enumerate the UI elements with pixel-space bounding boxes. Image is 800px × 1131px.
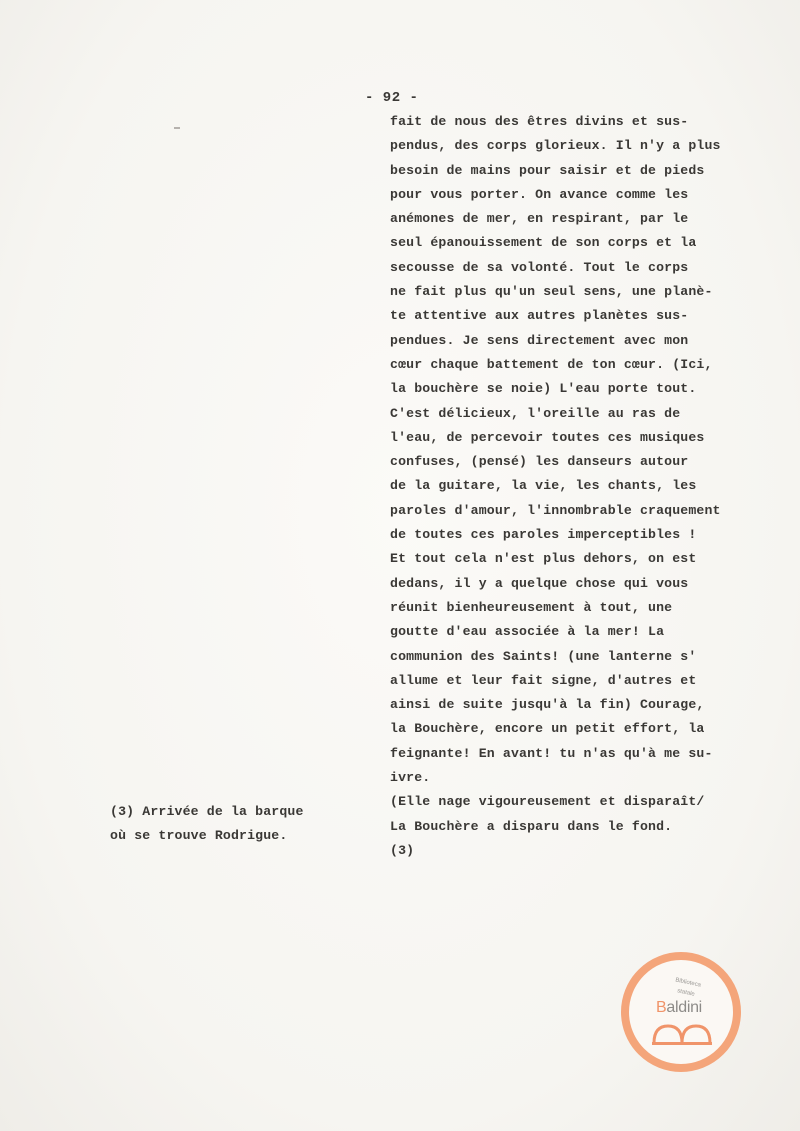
text-line: besoin de mains pour saisir et de pieds xyxy=(390,162,705,178)
footnote-line: (3) Arrivée de la barque xyxy=(110,804,304,819)
text-line: te attentive aux autres planètes sus- xyxy=(390,308,689,324)
text-line: seul épanouissement de son corps et la xyxy=(390,235,697,251)
text-line: allume et leur fait signe, d'autres et xyxy=(390,672,697,688)
logo-initial: B xyxy=(656,999,667,1016)
logo-name-rest: aldini xyxy=(666,999,702,1016)
text-line: La Bouchère a disparu dans le fond. xyxy=(390,818,673,834)
text-line: la bouchère se noie) L'eau porte tout. xyxy=(390,381,697,397)
text-line: Et tout cela n'est plus dehors, on est xyxy=(390,551,697,567)
footnote xyxy=(110,800,370,849)
logo-subtitle: Biblioteca xyxy=(674,977,702,989)
text-line: feignante! En avant! tu n'as qu'à me su- xyxy=(390,745,713,761)
text-line: pour vous porter. On avance comme les xyxy=(390,186,689,202)
text-line: (Elle nage vigoureusement et disparaît/ xyxy=(390,794,705,810)
text-line: communion des Saints! (une lanterne s' xyxy=(390,648,697,664)
text-line: pendues. Je sens directement avec mon xyxy=(390,332,689,348)
logo-name xyxy=(656,999,702,1017)
text-line: anémones de mer, en respirant, par le xyxy=(390,211,689,227)
footnote-marker: (3) xyxy=(390,842,415,858)
text-line: secousse de sa volonté. Tout le corps xyxy=(390,259,689,275)
open-book-icon xyxy=(651,1022,713,1046)
text-line: goutte d'eau associée à la mer! La xyxy=(390,624,665,640)
text-line: la Bouchère, encore un petit effort, la xyxy=(390,721,705,737)
text-line: ivre. xyxy=(390,770,431,786)
text-line: fait de nous des êtres divins et sus- xyxy=(390,114,689,129)
text-line: C'est délicieux, l'oreille au ras de xyxy=(390,405,681,421)
page-number: - 92 - xyxy=(365,90,419,106)
text-line: confuses, (pensé) les danseurs autour xyxy=(390,454,689,470)
text-line: paroles d'amour, l'innombrable craquement xyxy=(390,502,721,518)
text-line: réunit bienheureusement à tout, une xyxy=(390,599,673,615)
logo-subtitle: statale xyxy=(676,988,696,998)
text-line: l'eau, de percevoir toutes ces musiques xyxy=(390,429,705,445)
text-line: de toutes ces paroles imperceptibles ! xyxy=(390,527,697,543)
footnote-line: où se trouve Rodrigue. xyxy=(110,828,288,844)
text-line: ne fait plus qu'un seul sens, une planè- xyxy=(390,284,713,300)
stray-ink-mark xyxy=(174,127,180,129)
main-text-block xyxy=(390,110,790,863)
text-line: cœur chaque battement de ton cœur. (Ici, xyxy=(390,356,713,372)
text-line: de la guitare, la vie, les chants, les xyxy=(390,478,697,494)
text-line: ainsi de suite jusqu'à la fin) Courage, xyxy=(390,697,705,713)
library-logo xyxy=(621,952,741,1072)
text-line: pendus, des corps glorieux. Il n'y a plus xyxy=(390,138,721,154)
text-line: dedans, il y a quelque chose qui vous xyxy=(390,575,689,591)
